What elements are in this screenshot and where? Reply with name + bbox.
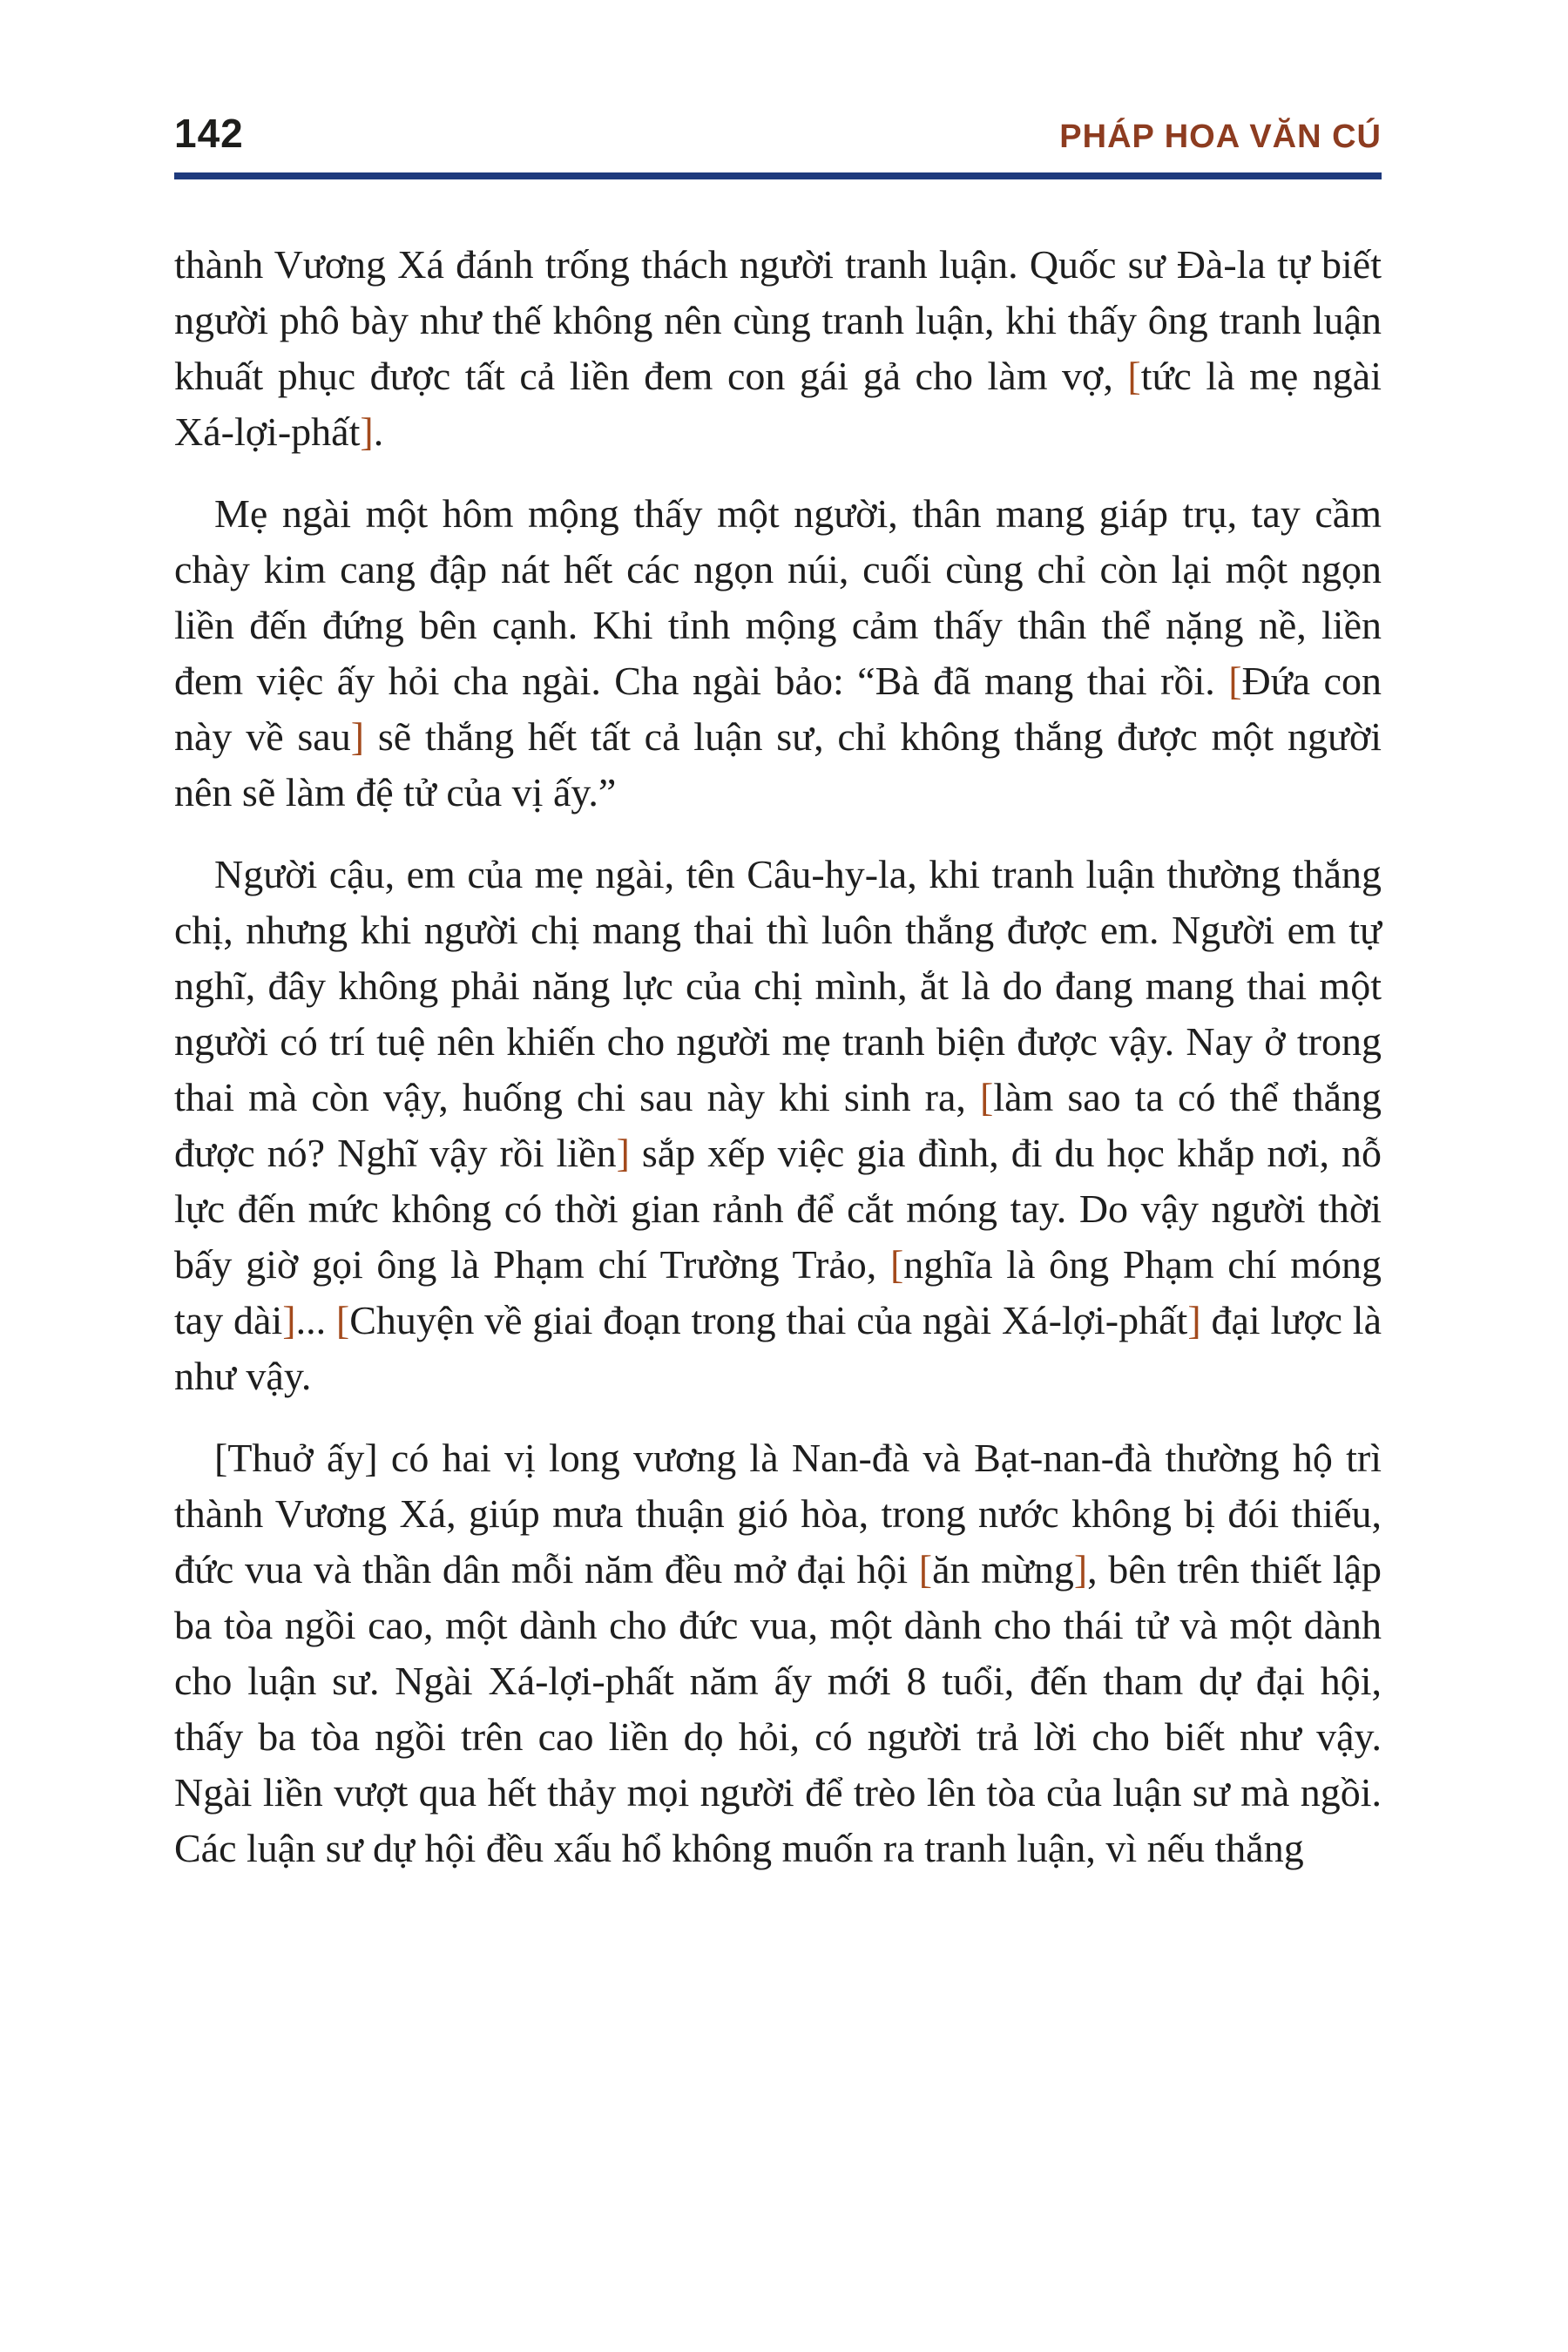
text-segment: ăn mừng bbox=[932, 1547, 1074, 1592]
bracket-accent: ] bbox=[282, 1298, 296, 1342]
bracket-accent: [ bbox=[1228, 659, 1242, 703]
bracket-accent: ] bbox=[360, 409, 374, 454]
text-segment: làm sao ta có thể thắng được nó? Nghĩ vậy rồi liền bbox=[174, 1075, 1382, 1175]
page-header bbox=[174, 111, 1382, 156]
text-segment: nghĩa là ông Phạm chí móng tay dài bbox=[174, 1242, 1382, 1342]
text-segment: thành Vương Xá đánh trống thách người tranh luận. Quốc sư Đà-la tự biết người phô bày như thế không nên cùng tranh luận, khi thấy ông tranh luận khuất phục được tất cả liền đem con gái gả cho làm vợ, bbox=[174, 242, 1382, 398]
text-segment: , bên trên thiết lập ba tòa ngồi cao, một dành cho đức vua, một dành cho thái tử và một dành cho luận sư. Ngài Xá-lợi-phất năm ấy mới 8 tuổi, đến tham dự đại hội, thấy ba tòa ngồi trên cao liền dọ hỏi, có người trả lời cho biết như vậy. Ngài liền vượt qua hết thảy mọi người để trèo lên tòa của luận sư mà ngồi. Các luận sư dự hội đều xấu hổ không muốn ra tranh luận, vì nếu thắng bbox=[174, 1547, 1382, 1870]
text-segment: đại lược là như vậy. bbox=[174, 1298, 1382, 1398]
paragraph bbox=[174, 237, 1382, 460]
text-segment: ... bbox=[295, 1298, 336, 1342]
text-segment: Đứa con này về sau bbox=[174, 659, 1382, 759]
bracket-accent: ] bbox=[1187, 1298, 1201, 1342]
paragraph bbox=[174, 1430, 1382, 1876]
bracket-accent: [ bbox=[335, 1298, 350, 1342]
bracket-accent: ] bbox=[1073, 1547, 1088, 1592]
page-number: 142 bbox=[174, 111, 244, 156]
bracket-accent: ] bbox=[350, 714, 365, 759]
text-segment: Chuyện về giai đoạn trong thai của ngài Xá-lợi-phất bbox=[349, 1298, 1188, 1342]
text-segment: . bbox=[373, 409, 384, 454]
text-segment: sẽ thắng hết tất cả luận sư, chỉ không thắng được một người nên sẽ làm đệ tử của vị ấy.” bbox=[174, 714, 1382, 814]
running-title: PHÁP HOA VĂN CÚ bbox=[1059, 118, 1382, 155]
bracket-accent: [ bbox=[1127, 354, 1141, 398]
text-segment: Người cậu, em của mẹ ngài, tên Câu-hy-la, khi tranh luận thường thắng chị, nhưng khi người chị mang thai thì luôn thắng được em. Người em tự nghĩ, đây không phải năng lực của chị mình, ắt là do đang mang thai một người có trí tuệ nên khiến cho người mẹ tranh biện được vậy. Nay ở trong thai mà còn vậy, huống chi sau này khi sinh ra, bbox=[174, 852, 1382, 1119]
text-segment: tức là mẹ ngài Xá-lợi-phất bbox=[174, 354, 1382, 454]
bracket-accent: [ bbox=[889, 1242, 904, 1287]
text-segment: sắp xếp việc gia đình, đi du học khắp nơi, nỗ lực đến mức không có thời gian rảnh để cắt móng tay. Do vậy người thời bấy giờ gọi ông là Phạm chí Trường Trảo, bbox=[174, 1131, 1382, 1287]
paragraph bbox=[174, 486, 1382, 821]
page-body bbox=[174, 237, 1382, 1903]
bracket-accent: [ bbox=[979, 1075, 994, 1119]
bracket-accent: ] bbox=[616, 1131, 630, 1175]
paragraph bbox=[174, 847, 1382, 1404]
text-segment: [Thuở ấy] có hai vị long vương là Nan-đà và Bạt-nan-đà thường hộ trì thành Vương Xá, giúp mưa thuận gió hòa, trong nước không bị đói thiếu, đức vua và thần dân mỗi năm đều mở đại hội bbox=[174, 1436, 1382, 1592]
text-segment: Mẹ ngài một hôm mộng thấy một người, thân mang giáp trụ, tay cầm chày kim cang đập nát hết các ngọn núi, cuối cùng chỉ còn lại một ngọn liền đến đứng bên cạnh. Khi tỉnh mộng cảm thấy thân thể nặng nề, liền đem việc ấy hỏi cha ngài. Cha ngài bảo: “Bà đã mang thai rồi. bbox=[174, 491, 1382, 703]
header-rule bbox=[174, 172, 1382, 179]
bracket-accent: [ bbox=[918, 1547, 933, 1592]
